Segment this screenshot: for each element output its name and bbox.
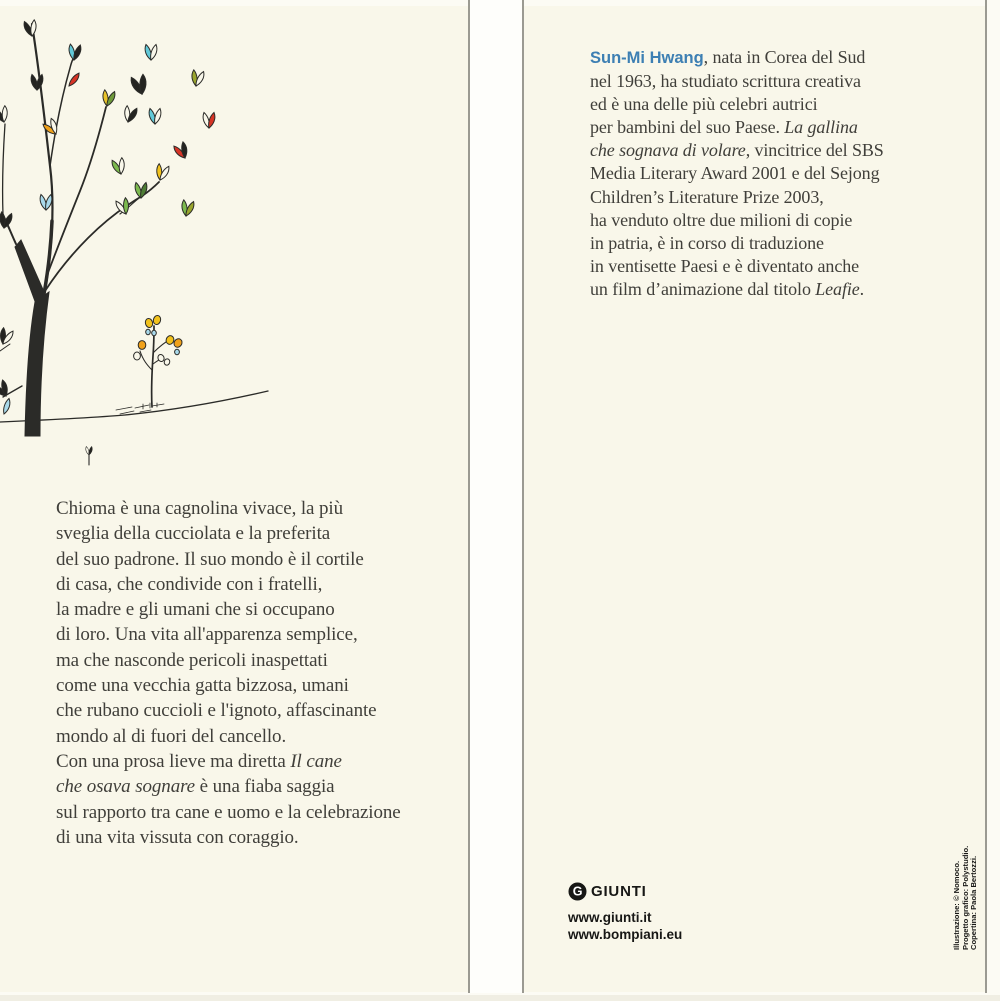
synopsis-line: come una vecchia gatta bizzosa, umani [56, 675, 349, 697]
right-flap-panel [524, 6, 985, 992]
synopsis-line: mondo al di fuori del cancello. [56, 725, 287, 747]
bio-line: per bambini del suo Paese. La gallina [590, 117, 858, 138]
sapling-buds [134, 315, 184, 366]
synopsis-line: ma che nasconde pericoli inaspettati [56, 649, 328, 671]
synopsis-line: la madre e gli umani che si occupano [56, 599, 335, 621]
synopsis-text [56, 496, 401, 850]
tree-trunk [25, 292, 49, 436]
left-flap-panel [0, 6, 468, 992]
synopsis-line: di casa, che condivide con i fratelli, [56, 573, 323, 595]
synopsis-line: Con una prosa lieve ma diretta Il cane [56, 750, 342, 772]
bio-line: ed è una delle più celebri autrici [590, 94, 818, 115]
synopsis-line: sveglia della cucciolata e la preferita [56, 523, 331, 545]
tree-branches [0, 24, 268, 465]
page-bottom-edge [0, 995, 1000, 1001]
publisher-url-bompiani: www.bompiani.eu [568, 927, 683, 942]
bio-line: in patria, è in corso di traduzione [590, 232, 824, 253]
fold-line-right [985, 0, 987, 993]
tree-illustration [0, 6, 470, 476]
synopsis-line: che rubano cuccioli e l'ignoto, affascinante [56, 700, 377, 722]
bio-line: che sognava di volare, vincitrice del SBS [590, 140, 884, 161]
bio-line: un film d’animazione dal titolo Leafie. [590, 278, 865, 299]
synopsis-line: che osava sognare è una fiaba saggia [56, 776, 335, 798]
bio-line: ha venduto oltre due milioni di copie [590, 209, 853, 230]
giunti-logo-icon [568, 882, 587, 901]
synopsis-line: Chioma è una cagnolina vivace, la più [56, 498, 344, 519]
author-bio-text [590, 46, 884, 301]
credit-line: Illustrazione: © Nomoco. [952, 860, 961, 950]
giunti-logo-letter: G [572, 884, 583, 899]
ground-hatch [116, 403, 164, 414]
synopsis-line: sul rapporto tra cane e uomo e la celebrazione [56, 801, 401, 823]
credit-line: Copertina: Paola Bertozzi. [969, 855, 979, 950]
synopsis-line: del suo padrone. Il suo mondo è il cortile [56, 548, 364, 570]
publisher-name: GIUNTI [591, 883, 647, 900]
credit-line: Progetto grafico: Polystudio. [960, 845, 970, 950]
bio-line: in ventisette Paesi e è diventato anche [590, 255, 860, 276]
publisher-block [568, 882, 682, 943]
jacket-credits [953, 828, 979, 950]
bio-line: nel 1963, ha studiato scrittura creativa [590, 71, 861, 92]
center-gutter [470, 0, 522, 993]
publisher-url-giunti: www.giunti.it [568, 910, 652, 925]
synopsis-line: di loro. Una vita all'apparenza semplice, [56, 624, 358, 646]
bio-line: Sun-Mi Hwang, nata in Corea del Sud [590, 47, 866, 67]
tree-illustration-svg [0, 6, 470, 476]
bio-line: Children’s Literature Prize 2003, [590, 186, 824, 207]
bio-line: Media Literary Award 2001 e del Sejong [590, 163, 880, 184]
synopsis-line: di una vita vissuta con coraggio. [56, 826, 299, 848]
giunti-logo-row [568, 882, 682, 901]
